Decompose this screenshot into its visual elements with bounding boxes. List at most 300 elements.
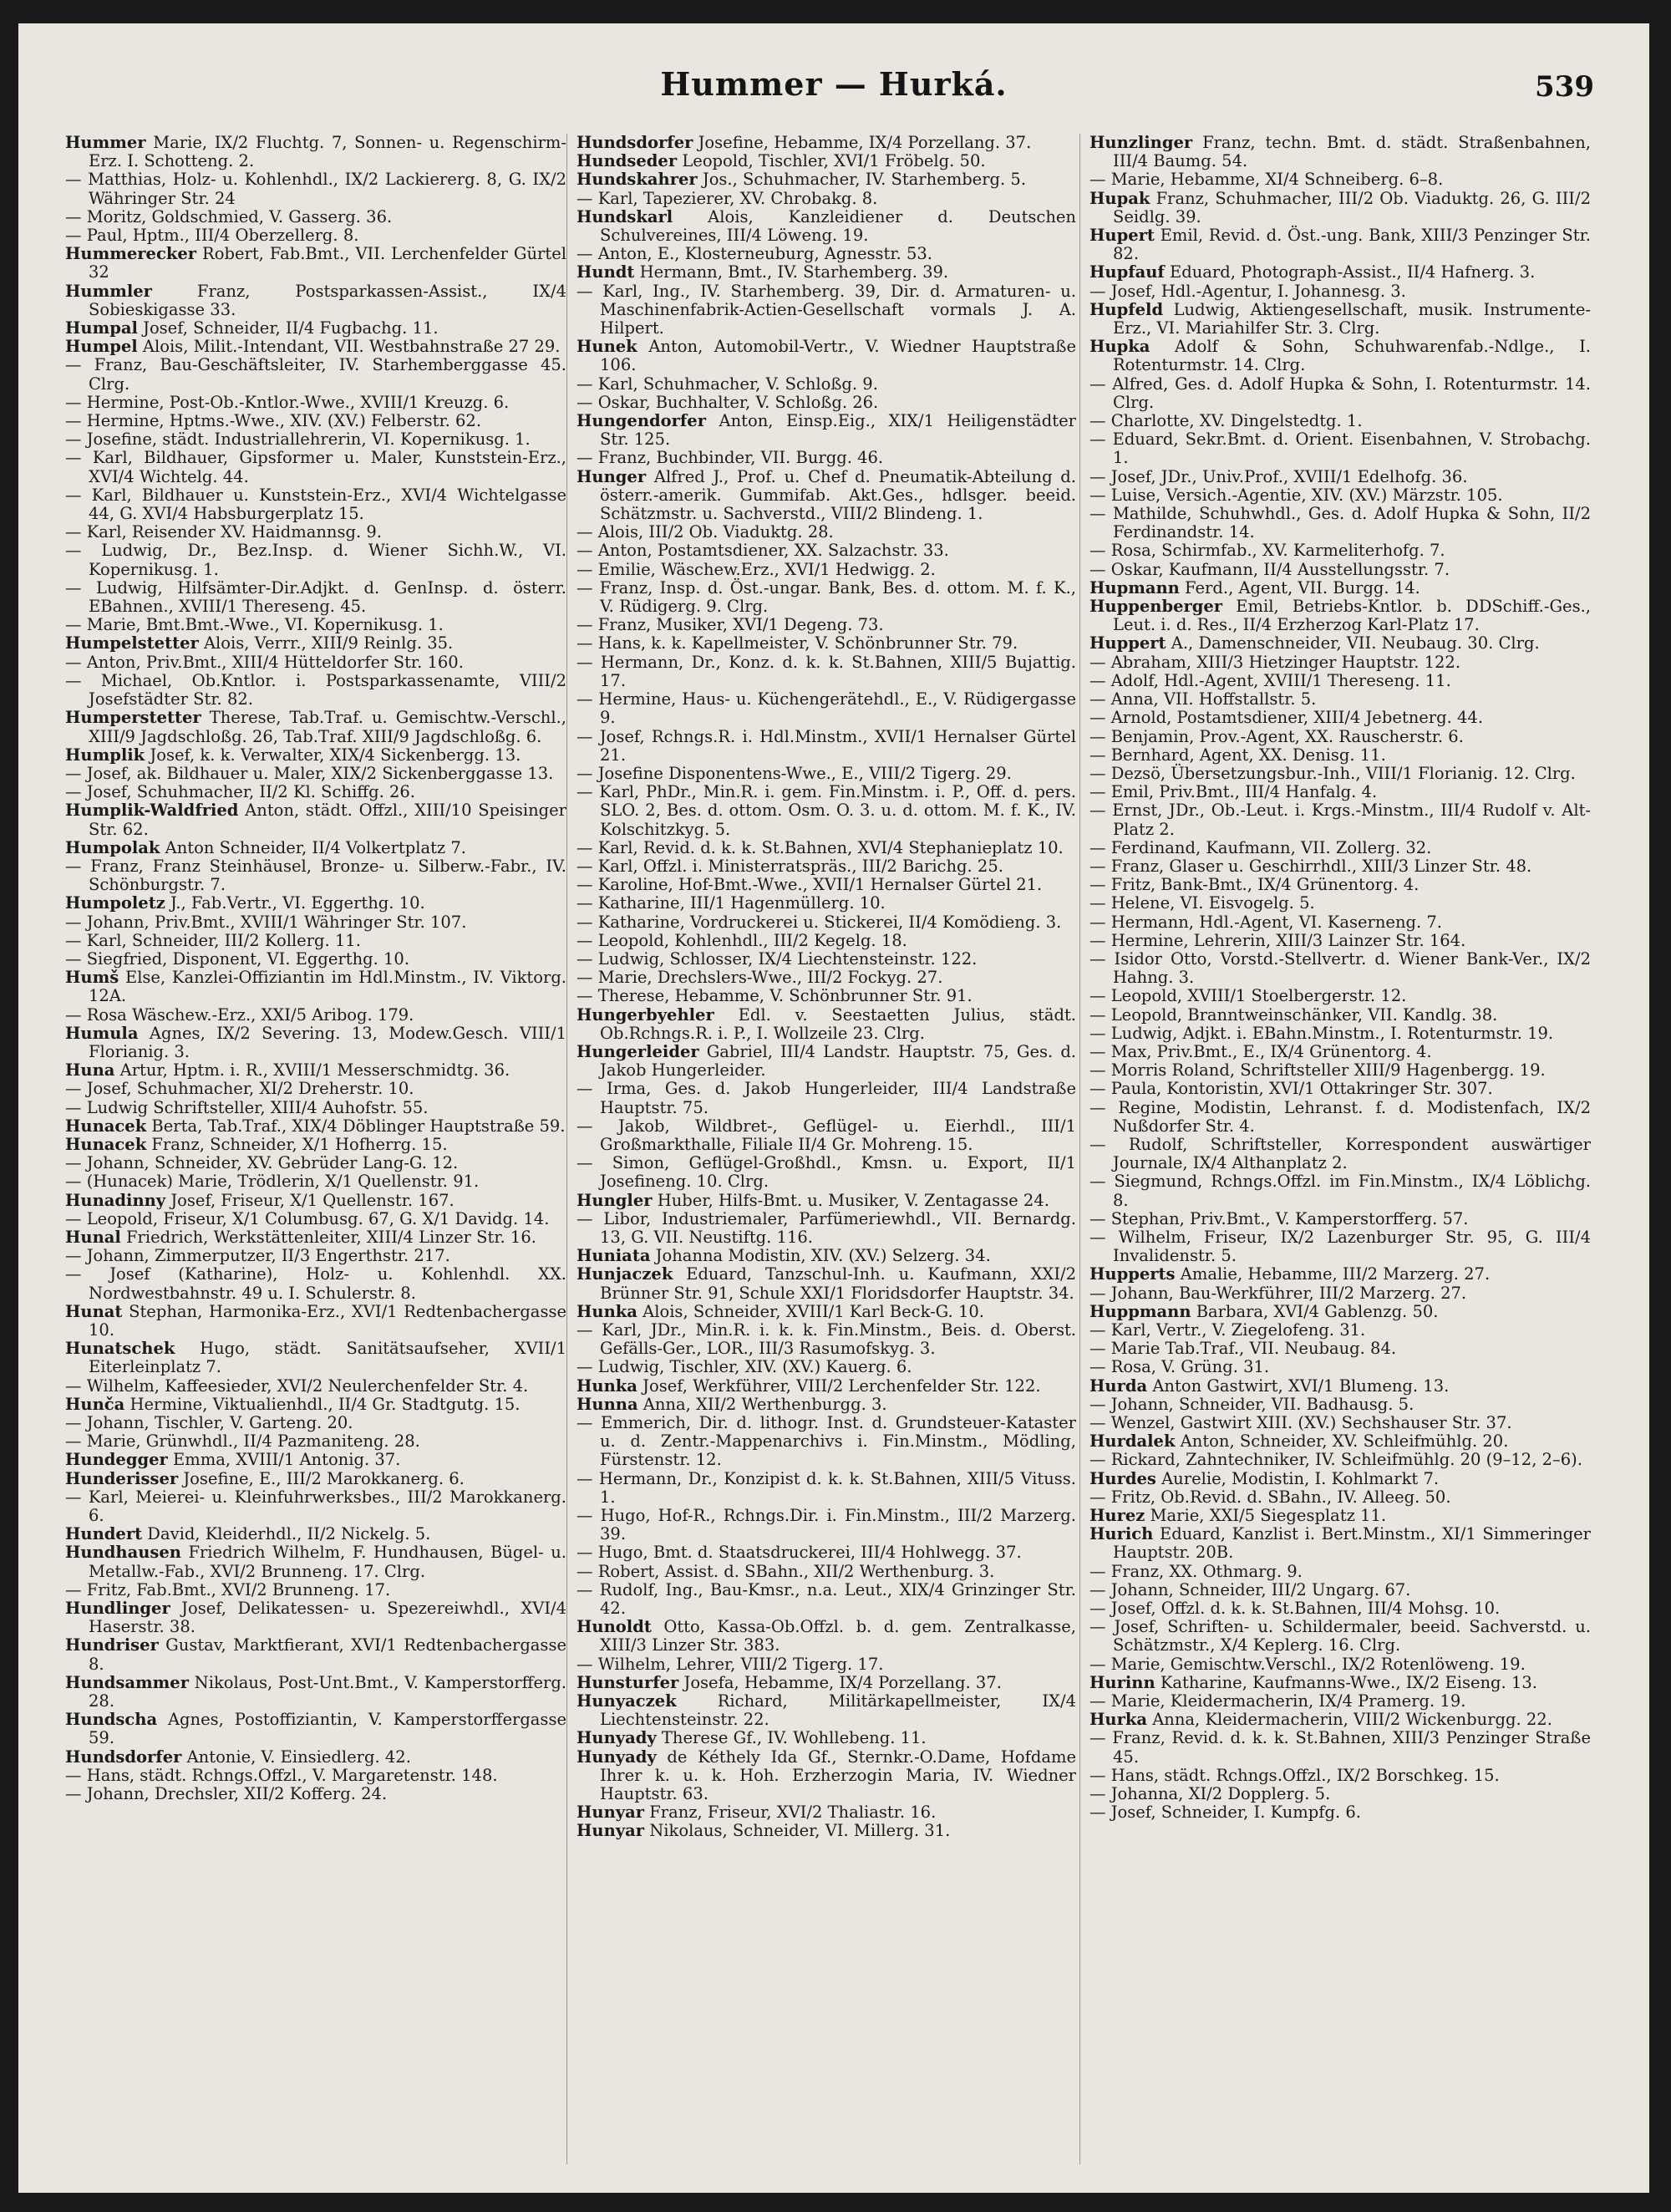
entry-details: Adolf, Hdl.-Agent, XVIII/1 Thereseng. 11. [1105,670,1451,690]
entry-surname: Hungler [576,1190,653,1210]
entry-details: Johann, Zimmerputzer, II/3 Engerthstr. 217. [81,1246,450,1266]
directory-entry [1089,430,1591,467]
entry-surname: — [65,226,82,246]
entry-details: Josef, k. k. Verwalter, XIX/4 Sickenbergg. 13. [145,745,521,765]
directory-entry [576,1080,1076,1116]
entry-surname: — [576,763,593,783]
entry-details: Paula, Kontoristin, XVI/1 Ottakringer Str. 307. [1105,1079,1493,1099]
directory-entry [1089,1525,1591,1562]
directory-entry [1089,1488,1591,1507]
entry-surname: — [1089,1097,1106,1117]
directory-entry [65,486,566,523]
entry-surname: Hunjaczek [576,1264,673,1284]
entry-details: Luise, Versich.-Agentie, XIV. (XV.) Märzstr. 105. [1105,485,1503,505]
directory-entry [65,616,566,634]
entry-surname: — [65,1153,82,1173]
entry-details: Katharine, Kaufmanns-Wwe., IX/2 Eiseng. 13. [1155,1672,1537,1692]
entry-surname: Hunderisser [65,1468,179,1488]
entry-surname: Humpel [65,337,138,357]
entry-surname: — [576,1654,593,1674]
entry-details: Therese, Tab.Traf. u. Gemischtw.-Verschl., XIII/9 Jagdschloßg. 26, Tab.Traf. XIII/9 Jagdschloßg. 6. [89,708,566,746]
entry-details: Leopold, Friseur, X/1 Columbusg. 67, G. X/1 Davidg. 14. [81,1208,550,1228]
entry-details: Leopold, Branntweinschänker, VII. Kandlg. 38. [1105,1004,1498,1025]
entry-details: Aurelie, Modistin, I. Kohlmarkt 7. [1155,1468,1440,1488]
directory-entry [1089,338,1591,374]
directory-entry [576,152,1076,170]
entry-surname: — [1089,689,1106,709]
directory-entry [576,134,1076,152]
entry-surname: — [576,1208,593,1228]
entry-surname: — [576,188,593,208]
directory-entry [576,1303,1076,1321]
entry-details: Rudolf, Schriftsteller, Korrespondent auswärtiger Journale, IX/4 Althanplatz 2. [1105,1134,1591,1173]
directory-entry [576,1563,1076,1581]
directory-entry [576,857,1076,876]
entry-surname: — [1089,912,1106,932]
entry-details: Anton, Priv.Bmt., XIII/4 Hütteldorfer Str. 160. [81,652,464,672]
entry-surname: — [576,1320,593,1340]
entry-surname: Hupak [1089,188,1150,208]
entry-details: Jos., Schuhmacher, IV. Starhemberg. 5. [697,170,1027,190]
directory-entry [1089,634,1591,653]
entry-details: Siegmund, Rchngs.Offzl. im Fin.Minstm., IX/4 Löblichg. 8. [1105,1172,1591,1210]
entry-surname: Hundert [65,1524,143,1544]
entry-surname: — [576,1153,593,1173]
directory-entry [576,1748,1076,1804]
entry-surname: — [65,1246,82,1266]
entry-surname: — [1089,986,1106,1006]
directory-entry [65,932,566,950]
entry-details: Karl, Bildhauer u. Kunststein-Erz., XVI/4 Wichtelgasse 44, G. XVI/4 Habsburgerplatz 15. [81,485,566,524]
directory-entry [576,1192,1076,1210]
entry-surname: — [1089,559,1106,579]
entry-surname: Hundsdorfer [65,1747,182,1767]
entry-details: Regine, Modistin, Lehranst. f. d. Modistenfach, IX/2 Nußdorfer Str. 4. [1105,1097,1591,1136]
entry-details: Gustav, Marktfierant, XVI/1 Redtenbachergasse 8. [89,1635,566,1674]
directory-entry [576,765,1076,783]
directory-entry [65,1117,566,1136]
entry-details: Josefine, E., III/2 Marokkanerg. 6. [178,1468,465,1488]
entry-details: Dezsö, Übersetzungsbur.-Inh., VIII/1 Florianig. 12. Clrg. [1105,763,1576,783]
entry-surname: — [65,448,82,468]
entry-details: Anton, städt. Offzl., XIII/10 Speisinger Str. 62. [89,801,566,839]
entry-surname: — [1089,1579,1106,1599]
entry-surname: Hurinn [1089,1672,1155,1692]
entry-details: Emil, Revid. d. Öst.-ung. Bank, XIII/3 Penzinger Str. 82. [1113,226,1591,264]
directory-entry [65,1451,566,1469]
entry-surname: — [1089,1004,1106,1025]
entry-surname: Huppmann [1089,1301,1191,1321]
entry-details: Hermine, Viktualienhdl., II/4 Gr. Stadtgutg. 15. [124,1394,521,1414]
directory-entry [1089,1396,1591,1414]
directory-entry [65,1303,566,1340]
entry-surname: Hundscha [65,1710,158,1730]
entry-surname: — [1089,411,1106,431]
entry-details: Karl, Tapezierer, XV. Chrobakg. 8. [592,188,878,208]
entry-surname: — [576,392,593,412]
directory-entry [1089,950,1591,987]
entry-details: Karoline, Hof-Bmt.-Wwe., XVII/1 Hernalser Gürtel 21. [592,875,1043,895]
directory-entry [1089,1043,1591,1061]
entry-surname: — [576,912,593,932]
directory-entry [576,876,1076,894]
entry-details: Adolf & Sohn, Schuhwarenfab.-Ndlge., I. Rotenturmstr. 14. Clrg. [1113,337,1591,375]
directory-entry [576,653,1076,690]
entry-details: Hermine, Hptms.-Wwe., XIV. (XV.) Felberstr. 62. [81,411,482,431]
entry-details: Emma, XVIII/1 Antonig. 37. [167,1450,401,1470]
directory-entry [1089,561,1591,579]
entry-details: Josef, Schuhmacher, XI/2 Dreherstr. 10. [81,1079,414,1099]
directory-entry [65,672,566,709]
directory-entry [1089,1265,1591,1284]
directory-entry [576,170,1076,189]
directory-entry [576,1117,1076,1154]
entry-surname: — [576,968,593,988]
directory-entry [1089,765,1591,783]
entry-surname: — [576,1579,593,1599]
directory-entry [1089,1432,1591,1451]
page-number: 539 [1535,70,1594,104]
entry-surname: Hunyady [576,1728,657,1748]
directory-entry [1089,894,1591,913]
entry-details: Morris Roland, Schriftsteller XIII/9 Hagenbergg. 19. [1105,1060,1546,1081]
column-divider [1079,134,1080,2164]
entry-details: Karl, Bildhauer, Gipsformer u. Maler, Kunststein-Erz., XVI/4 Wichtelg. 44. [81,448,566,486]
entry-details: Karl, Schuhmacher, V. Schloßg. 9. [592,374,878,394]
entry-surname: — [65,170,82,190]
directory-entry [1089,1025,1591,1043]
entry-details: Artur, Hptm. i. R., XVIII/1 Messerschmidtg. 36. [114,1060,510,1081]
entry-surname: Humš [65,968,119,988]
entry-details: J., Fab.Vertr., VI. Eggerthg. 10. [165,893,425,913]
entry-details: Barbara, XVI/4 Gablenzg. 50. [1191,1301,1439,1321]
entry-details: Josef, Werkführer, VIII/2 Lerchenfelder Str. 122. [637,1376,1041,1396]
entry-details: Johann, Schneider, III/2 Ungarg. 67. [1105,1579,1411,1599]
directory-entry [576,1043,1076,1080]
entry-details: Nikolaus, Schneider, VI. Millerg. 31. [644,1821,951,1841]
entry-surname: — [1089,856,1106,876]
directory-entry [576,468,1076,524]
entry-details: Wilhelm, Kaffeesieder, XVI/2 Neulerchenfelder Str. 4. [81,1376,529,1396]
entry-details: Hans, k. k. Kapellmeister, V. Schönbrunner Str. 79. [592,633,1018,653]
entry-surname: — [1089,1283,1106,1303]
entry-details: Berta, Tab.Traf., XIX/4 Döblinger Hauptstraße 59. [146,1116,566,1136]
entry-details: Richard, Militärkapellmeister, IX/4 Liechtensteinstr. 22. [600,1691,1076,1730]
directory-entry [576,969,1076,987]
page-header [52,58,1616,117]
entry-details: Ludwig, Adjkt. i. EBahn.Minstm., I. Rotenturmstr. 19. [1105,1023,1554,1043]
entry-details: Franz, Insp. d. Öst.-ungar. Bank, Bes. d. ottom. M. f. K., V. Rüdigerg. 9. Clrg. [592,577,1076,617]
entry-details: Leopold, XVIII/1 Stoelbergerstr. 12. [1105,986,1407,1006]
entry-details: Marie, Bmt.Bmt.-Wwe., VI. Kopernikusg. 1. [81,615,444,635]
entry-details: Siegfried, Disponent, VI. Eggerthg. 10. [81,948,410,969]
directory-entry [1089,226,1591,263]
entry-surname: — [576,1413,593,1433]
entry-surname: Hundskahrer [576,170,698,190]
entry-details: Stephan, Priv.Bmt., V. Kamperstorfferg. 57. [1105,1208,1469,1228]
entry-details: Hermine, Post-Ob.-Kntlor.-Wwe., XVIII/1 Kreuzg. 6. [81,392,510,412]
entry-details: Josef, Schneider, I. Kumpfg. 6. [1105,1803,1361,1823]
entry-details: Leopold, Tischler, XVI/1 Fröbelg. 50. [677,151,986,171]
column-divider [566,134,567,2164]
entry-surname: — [65,392,82,412]
entry-details: Karl, Offzl. i. Ministerratspräs., III/2 Barichg. 25. [592,856,1003,876]
entry-details: Gabriel, III/4 Landstr. Hauptstr. 75, Ges. d. Jakob Hungerleider. [600,1041,1076,1081]
directory-entry [576,1729,1076,1747]
directory-entry [576,1655,1076,1674]
directory-entry [576,783,1076,839]
directory-entry [1089,1655,1591,1674]
entry-details: Karl, Schneider, III/2 Kollerg. 11. [81,930,361,950]
directory-entry [1089,690,1591,709]
entry-surname: — [1089,670,1106,690]
entry-surname: — [1089,801,1106,821]
entry-surname: — [1089,1208,1106,1228]
entry-details: Irma, Ges. d. Jakob Hungerleider, III/4 Landstraße Hauptstr. 75. [592,1079,1076,1117]
entry-surname: Hummerecker [65,244,197,264]
entry-details: Emmerich, Dir. d. lithogr. Inst. d. Grundsteuer-Kataster u. d. Zentr.-Mappenarchivs i. Fin.Minstm., Mödling, Fürstenstr. 12. [592,1413,1076,1470]
entry-surname: Hundegger [65,1450,168,1470]
entry-surname: Hundlinger [65,1599,170,1619]
entry-surname: — [65,541,82,561]
entry-surname: — [1089,1413,1106,1433]
entry-surname: Hunča [65,1394,125,1414]
entry-surname: — [65,577,82,597]
entry-details: Anton, E., Klosterneuburg, Agnesstr. 53. [592,244,932,264]
directory-entry [1089,653,1591,672]
directory-entry [576,1581,1076,1618]
entry-surname: — [1089,930,1106,950]
directory-entry [1089,1470,1591,1488]
entry-details: Rosa, Schirmfab., XV. Karmeliterhofg. 7. [1105,541,1445,561]
entry-details: Leopold, Kohlenhdl., III/2 Kegelg. 18. [592,930,907,950]
entry-surname: — [1089,837,1106,857]
directory-entry [576,579,1076,616]
entry-details: Libor, Industriemaler, Parfümeriewhdl., VII. Bernardg. 13, G. VII. Neustiftg. 116. [592,1208,1076,1247]
entry-details: Johann, Priv.Bmt., XVIII/1 Währinger Str. 107. [81,912,467,932]
entry-details: Johann, Bau-Werkführer, III/2 Marzerg. 27. [1105,1283,1467,1303]
entry-surname: — [576,930,593,950]
directory-entry [1089,1507,1591,1525]
entry-details: Fritz, Bank-Bmt., IX/4 Grünentorg. 4. [1105,875,1420,895]
directory-entry [65,1599,566,1636]
entry-details: Ludwig Schriftsteller, XIII/4 Auhofstr. 55. [81,1097,429,1117]
directory-entry [576,932,1076,950]
running-head: Hummer — Hurká. [660,65,1008,103]
entry-surname: — [1089,893,1106,913]
entry-surname: — [1089,1803,1106,1823]
entry-surname: — [576,837,593,857]
entry-surname: Huppert [1089,633,1166,653]
entry-surname: — [65,670,82,690]
directory-entry [1089,1599,1591,1618]
entry-details: Marie, IX/2 Fluchtg. 7, Sonnen- u. Regenschirm-Erz. I. Schotteng. 2. [89,134,566,171]
directory-entry [65,319,566,338]
entry-details: Alois, Milit.-Intendant, VII. Westbahnstraße 27 29. [137,337,561,357]
entry-surname: Hurda [1089,1376,1148,1396]
entry-details: Arnold, Postamtsdiener, XIII/4 Jebetnerg. 44. [1105,708,1484,728]
entry-surname: — [1089,281,1106,301]
entry-details: Johann, Schneider, VII. Badhausg. 5. [1105,1394,1415,1414]
entry-details: Ferdinand, Kaufmann, VII. Zollerg. 32. [1105,837,1432,857]
directory-entry [1089,1618,1591,1655]
directory-entry [65,1396,566,1414]
directory-entry [1089,486,1591,505]
entry-surname: — [1089,1339,1106,1359]
directory-entry [1089,1803,1591,1822]
entry-surname: — [65,411,82,431]
entry-surname: Hunka [576,1376,637,1396]
entry-details: Franz, Friseur, XVI/2 Thaliastr. 16. [644,1803,937,1823]
entry-surname: Hupmann [1089,577,1180,597]
directory-entry [65,1525,566,1543]
entry-details: Alfred, Ges. d. Adolf Hupka & Sohn, I. Rotenturmstr. 14. Clrg. [1105,374,1591,412]
directory-entry [576,449,1076,467]
entry-surname: — [1089,1394,1106,1414]
directory-entry [1089,1080,1591,1098]
entry-details: Johann, Tischler, V. Garteng. 20. [81,1413,353,1433]
entry-surname: — [576,559,593,579]
entry-details: Josefine, städt. Industriallehrerin, VI. Kopernikusg. 1. [81,430,531,450]
entry-surname: Hundt [576,262,635,282]
entry-details: Max, Priv.Bmt., E., IX/4 Grünentorg. 4. [1105,1041,1432,1061]
entry-surname: — [65,782,82,802]
entry-details: Franz, Schneider, X/1 Hofherrg. 15. [146,1134,448,1154]
directory-entry [576,190,1076,208]
entry-surname: — [576,652,593,672]
entry-surname: — [65,1413,82,1433]
entry-details: Alfred J., Prof. u. Chef d. Pneumatik-Abteilung d. österr.-amerik. Gummifab. Akt.Ges., hdlsger. beeid. Schätzmstr. u. Sachverstd., VIII/2 Blindeng. 1. [600,466,1076,524]
entry-surname: Hummler [65,281,152,301]
entry-details: Fritz, Fab.Bmt., XVI/2 Brunneng. 17. [81,1579,391,1599]
entry-details: Ludwig, Tischler, XIV. (XV.) Kauerg. 6. [592,1357,912,1377]
entry-surname: — [576,244,593,264]
entry-details: Johanna Modistin, XIV. (XV.) Selzerg. 34. [650,1246,991,1266]
entry-surname: — [1089,1041,1106,1061]
entry-surname: — [65,1784,82,1804]
entry-surname: Hunacek [65,1134,147,1154]
entry-surname: — [65,1079,82,1099]
directory-entry [576,1618,1076,1655]
entry-surname: — [1089,1561,1106,1581]
entry-details: Franz, XX. Othmarg. 9. [1105,1561,1303,1581]
entry-details: Otto, Kassa-Ob.Offzl. b. d. gem. Zentralkasse, XIII/3 Linzer Str. 383. [600,1617,1076,1655]
entry-surname: Humpelstetter [65,633,199,653]
directory-entry [65,1099,566,1117]
directory-entry [65,208,566,226]
entry-details: Huber, Hilfs-Bmt. u. Musiker, V. Zentagasse 24. [652,1190,1049,1210]
directory-entry [1089,1228,1591,1265]
entry-details: de Kéthely Ida Gf., Sternkr.-O.Dame, Hofdame Ihrer k. u. k. Hoh. Erzherzogin Maria, IV. Wiedner Hauptstr. 63. [600,1747,1076,1804]
entry-surname: — [576,281,593,301]
entry-surname: — [1089,1060,1106,1081]
directory-entry [576,542,1076,560]
directory-entry [1089,1674,1591,1692]
entry-surname: — [1089,1134,1106,1154]
entry-surname: — [1089,875,1106,895]
directory-entry [65,523,566,542]
entry-surname: Hunna [576,1394,638,1414]
entry-details: Katharine, III/1 Hagenmüllerg. 10. [592,893,886,913]
entry-surname: — [65,930,82,950]
directory-entry [65,746,566,765]
entry-details: Marie, Gemischtw.Verschl., IX/2 Rotenlöweng. 19. [1105,1654,1526,1674]
entry-details: Paul, Hptm., III/4 Oberzellerg. 8. [81,226,359,246]
directory-entry [1089,1099,1591,1136]
entry-surname: — [576,726,593,746]
directory-entry [65,134,566,170]
directory-entry [1089,1767,1591,1785]
entry-surname: Hunzlinger [1089,134,1193,152]
directory-entry [65,1674,566,1711]
entry-details: Karl, Reisender XV. Haidmannsg. 9. [81,522,382,542]
directory-entry [576,1396,1076,1414]
directory-entry [1089,1061,1591,1080]
directory-entry [65,801,566,838]
directory-entry [1089,932,1591,950]
directory-entry [65,430,566,449]
directory-entry [576,950,1076,969]
entry-surname: — [576,1543,593,1563]
directory-entry [576,245,1076,263]
entry-surname: — [1089,726,1106,746]
directory-entry [1089,839,1591,857]
entry-details: Josefine, Hebamme, IX/4 Porzellang. 37. [693,134,1032,152]
directory-entry [65,412,566,430]
entry-surname: Hupfauf [1089,262,1165,282]
entry-surname: Hunyar [576,1803,645,1823]
entry-surname: — [65,206,82,226]
entry-surname: — [576,1079,593,1099]
entry-details: Moritz, Goldschmied, V. Gasserg. 36. [81,206,393,226]
entry-surname: — [65,763,82,783]
directory-entry [576,1358,1076,1376]
directory-entry [65,839,566,857]
entry-details: Bernhard, Agent, XX. Denisg. 11. [1105,745,1386,765]
entry-details: Josef, Friseur, X/1 Quellenstr. 167. [165,1190,455,1210]
entry-surname: — [1089,485,1106,505]
directory-entry [1089,542,1591,560]
directory-entry [65,913,566,932]
directory-entry [576,728,1076,765]
directory-entry [576,375,1076,394]
directory-entry [576,1470,1076,1507]
entry-surname: Hupka [1089,337,1150,357]
entry-details: Karl, Ing., IV. Starhemberg. 39, Dir. d. Armaturen- u. Maschinenfabrik-Actien-Gesellschaft vormals J. A. Hilpert. [592,281,1076,338]
directory-entry [65,765,566,783]
entry-surname: — [65,355,82,375]
entry-surname: Humperstetter [65,708,201,728]
entry-details: Anton Schneider, II/4 Volkertplatz 7. [160,837,467,857]
entry-surname: — [1089,170,1106,190]
entry-surname: — [1089,745,1106,765]
entry-surname: — [65,948,82,969]
entry-details: Franz, Revid. d. k. k. St.Bahnen, XIII/3 Penzinger Straße 45. [1105,1728,1591,1767]
entry-details: Eduard, Photograph-Assist., II/4 Hafnerg. 3. [1164,262,1536,282]
directory-entry [1089,1377,1591,1396]
entry-surname: Hunal [65,1227,121,1247]
directory-page [18,23,1649,2193]
directory-entry [65,783,566,801]
entry-surname: — [65,430,82,450]
entry-details: Friedrich Wilhelm, F. Hundhausen, Bügel- u. Metallw.-Fab., XVI/2 Brunneng. 17. Clrg. [89,1543,566,1581]
entry-surname: — [65,856,82,876]
entry-details: Edl. v. Seestaetten Julius, städt. Ob.Rchngs.R. i. P., I. Wollzeile 23. Clrg. [600,1004,1076,1043]
directory-entry [1089,301,1591,338]
directory-entry [576,894,1076,913]
directory-entry [1089,1321,1591,1340]
directory-entry [1089,672,1591,690]
